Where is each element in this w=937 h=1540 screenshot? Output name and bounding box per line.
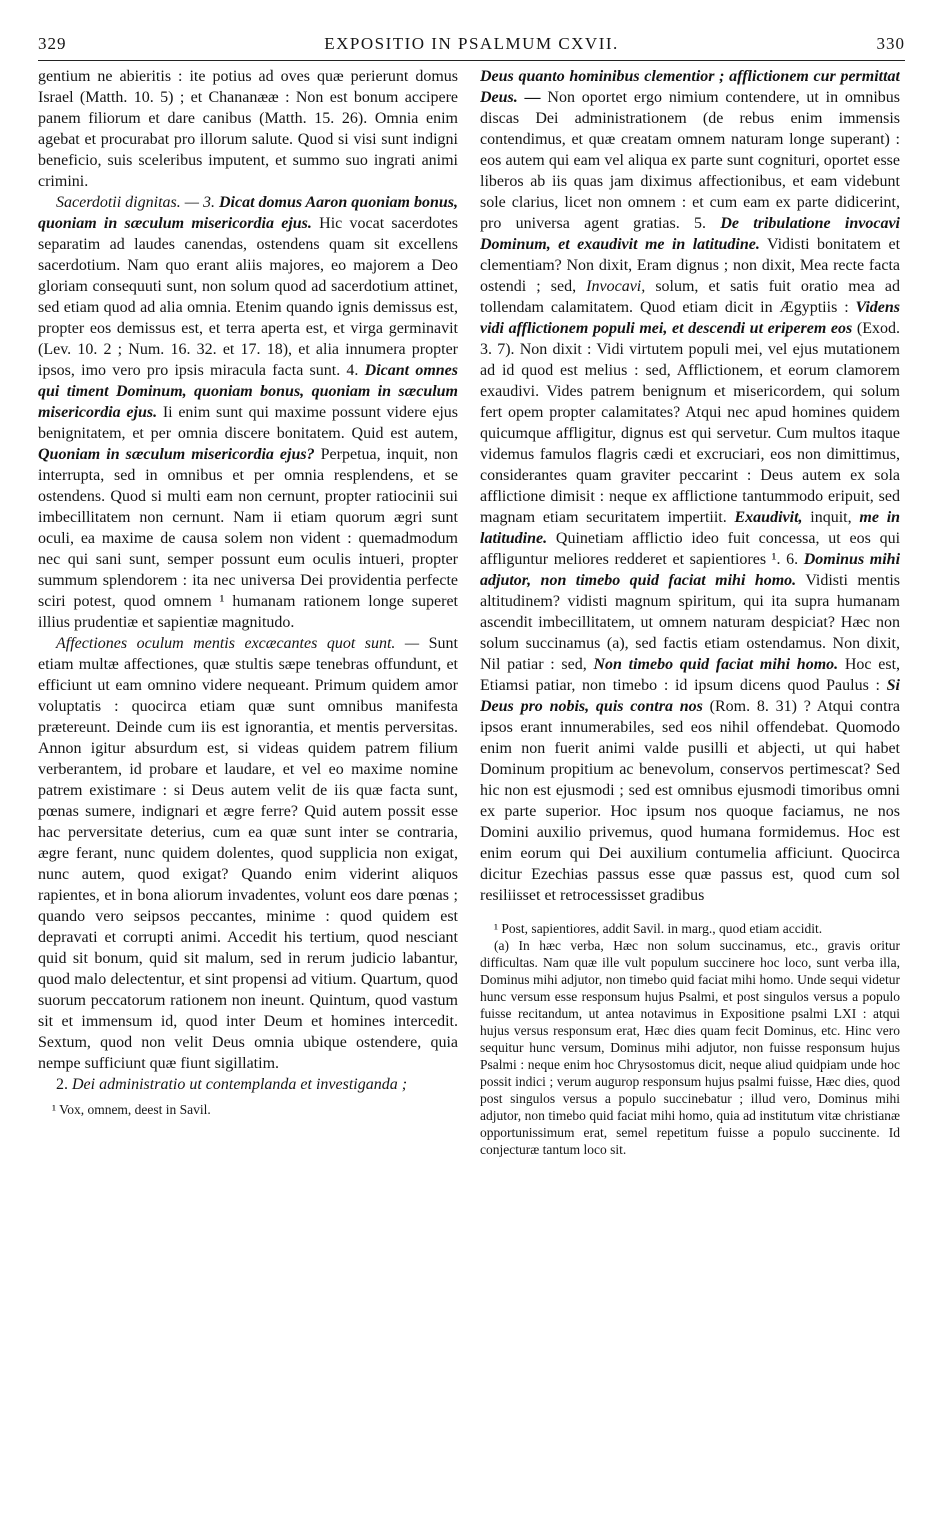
verse-quote: Dominus mihi adjutor, non timebo quid faciat mihi homo. xyxy=(480,551,900,589)
right-column xyxy=(480,66,900,1486)
verse-quote: Dicat domus Aaron quoniam bonus, quoniam in sæculum misericordia ejus. xyxy=(38,194,458,232)
page-header xyxy=(38,32,905,61)
section-number: 2. xyxy=(56,1076,68,1093)
paragraph-text: Perpetua, inquit, non interrupta, sed in omnibus et per omnia resplendens, et se ostendens. Quod si multi eam non cernunt, propter ratiocinii sui imbecillitatem non cernunt. Nam ii etiam quorum ægri sunt oculi, ea maxime de causa solem non vident : quemadmodum nec qui sani sunt, semper possunt eum oculis intueri, propter summum splendorem : ita nec universa Dei providentia perfecte sciri potest, quod omnem ¹ humanam rationem longe superet illius prudentiæ et sapientiæ magnitudo. xyxy=(38,446,458,631)
section-heading: Sacerdotii dignitas. — 3. xyxy=(56,194,215,211)
paragraph-text: Vidisti mentis altitudinem? vidisti magnum spiritum, qui ita supra humanam ascendit imbecillitatem, ut omnem naturam despiciat? Hæc non solum succinamus (a), sed factis etiam ostendamus. Non dixit, Nil patiar : sed, xyxy=(480,572,900,673)
footnote: (a) In hæc verba, Hæc non solum succinamus, etc., gravis oritur difficultas. Nam quæ ille vult populum succinere hoc loco, sunt verba illa, Dominus mihi adjutor, non timebo quid faciat mihi homo. Unde sequi videtur hunc versum esse responsum hujus Psalmi, et post singulos versus a populo fuisse recitandum, ut antea notavimus in Expositione psalmi LXI : atqui hujus versus responsum erat, Hæc dies quam fecit Dominus, etc. Hinc vero sequitur hunc versum, Dominus mihi adjutor, non fuisse responsum hujus Psalmi : neque enim hoc Chrysostomus dicit, neque aliud quidpiam unde hoc possit indici ; verum augurор responsum hujus psalmi fuisse, Hæc dies, quod post singulos versus a populo succinebatur ; illud vero, Dominus mihi adjutor, non timebo quid faciat mihi homo, quia ad institutum vitæ christianæ opportunissimum erat, semel repetitum fuisse a populo succinente. Id conjecturæ tantum loco sit. xyxy=(480,938,900,1157)
verse-quote: Non timebo quid faciat mihi homo. xyxy=(593,656,839,673)
page-number-left: 329 xyxy=(38,34,67,53)
paragraph-text: Quinetiam afflictio ideo fuit concessa, ut eos qui affliguntur meliores redderet et sapientiores ¹. 6. xyxy=(480,530,900,568)
section-heading: Deus quanto hominibus clementior ; afflictionem cur permittat Deus. — xyxy=(480,68,900,106)
verse-quote: Exaudivit, xyxy=(734,509,803,526)
paragraph-text: Hoc est, Etiamsi patiar, non timebo : id ipsum dicens quod Paulus : xyxy=(480,656,900,694)
verse-quote: Dicant omnes qui timent Dominum, quoniam bonus, quoniam in sæculum misericordia ejus. xyxy=(38,362,458,421)
footnotes xyxy=(480,920,900,1158)
paragraph xyxy=(38,192,458,633)
paragraph-text: Ii enim sunt qui maxime possunt videre ejus benignitatem, et per omnia discere bonitatem. Quid est autem, xyxy=(38,404,458,442)
paragraph xyxy=(38,66,458,192)
paragraph-text: Sunt etiam multæ affectiones, quæ stultis sæpe tenebras offundunt, et efficiunt ut eam omnino videre nequeant. Primum quidem amor voluptatis : quocirca etiam quæ sunt omnibus manifesta prætereunt. Deinde cum iis est ignorantia, et mentis perversitas. Annon igitur absurdum est, si videas quidem patrem filium verberantem, id probare et laudare, et vel eo maxime nomine patrem existimare : si Deus autem velit de iis quæ facta sunt, pœnas sumere, indignari et ægre ferre? Quid autem possit esse hac perversitate deterius, cum ea quæ sunt inter se contraria, ægre ferant, nunc quidem dolentes, quod supplicia non exigat, nunc autem, quod exigat? Quando enim viderint aliquos rapientes, et in bona aliorum invadentes, volunt eos dare pœnas ; quando vero seipsos peccantes, minime : quod quidem est depravati et corrupti animi. Accedit his tertium, quod nesciant quid sit bonum, quid sit malum, sed in rerum judicio labantur, quod malo delectentur, et sint propensi ad vitium. Quartum, quod suorum peccatorum rationem non ineunt. Quintum, quod vastum sit et immensum id, quod inter Deum et homines intercedit. Sextum, quod non velit Deus omnia ubique ostendere, quia nempe sufficiunt quæ fiunt sigillatim. xyxy=(38,635,458,1072)
paragraph xyxy=(480,66,900,906)
paragraph-text: (Exod. 3. 7). Non dixit : Vidi virtutem populi mei, vel ejus mutationem ad id quod est melius : sed, Afflictionem, et eorum clamorem exaudivi. Vides patrem benignum et misericordem, qui solum fert opem propter calamitates? Atqui nec apud homines quidem quicumque affligitur, dignus est qui servetur. Cum multos itaque videmus famulos flagris cædi et excruciari, eos non dimittimus, considerantes quam graviter peccarint : Deus autem ex sola afflictione dimisit : neque ex afflictione tantummodo eripuit, sed magnam etiam securitatem impertiit. xyxy=(480,320,900,526)
paragraph-text: Non oportet ergo nimium contendere, ut in omnibus discas Dei administrationem (de rebus enim immensis contendimus, et quæ creatam omnem naturam longe superant) : eos autem qui eam vel aliqua ex parte sunt cognituri, oportet esse liberos ab iis quas jam diximus affectionibus, et eam videbunt sole clarius, licet non omnem : et cum eam ex parte didicerint, pro universa agent gratias. 5. xyxy=(480,89,900,232)
verse-quote: De tribulatione invocavi Dominum, et exaudivit me in latitudine. xyxy=(480,215,900,253)
section-heading: Dei administratio ut contemplanda et investiganda ; xyxy=(72,1076,408,1093)
page-number-right: 330 xyxy=(876,34,905,53)
paragraph-text: (Rom. 8. 31) ? Atqui contra ipsos erant innumerabiles, sed eos nihil offendebat. Quomodo enim non fuerit animi valde pusilli et abjecti, ut qui habet Dominum propitium ac benevolum, conservos pertimescat? Sed hic non est ejusmodi ; sed est omnibus ejusmodi timoribus omni ex parte superior. Hoc ipsum nos quoque faciamus, ne nos Domini auxilio privemus, quod humana formidemus. Hoc est enim eorum qui Dei auxilium contumelia afficiunt. Quocirca dicitur Ezechias passus esse quæ passus est, quod cum sol resiliisset et retrocessisset gradibus xyxy=(480,698,900,904)
italic-word: Invocavi, xyxy=(586,278,646,295)
verse-quote: me in latitudine. xyxy=(480,509,900,547)
verse-quote: Videns vidi afflictionem populi mei, et descendi ut eriperem eos xyxy=(480,299,900,337)
verse-quote: Quoniam in sæculum misericordia ejus? xyxy=(38,446,315,463)
left-column xyxy=(38,66,458,1496)
running-title: EXPOSITIO IN PSALMUM CXVII. xyxy=(324,34,619,53)
footnotes xyxy=(38,1101,458,1118)
section-heading: Affectiones oculum mentis excæcantes quot sunt. — xyxy=(56,635,420,652)
footnote: ¹ Vox, omnem, deest in Savil. xyxy=(52,1102,211,1117)
verse-quote: Si Deus pro nobis, quis contra nos xyxy=(480,677,900,715)
paragraph-text: inquit, xyxy=(810,509,852,526)
paragraph xyxy=(38,1074,458,1095)
paragraph-text: Vidisti bonitatem et clementiam? Non dixit, Eram dignus ; non dixit, Mea recte facta ostendi ; sed, xyxy=(480,236,900,295)
footnote: ¹ Post, sapientiores, addit Savil. in marg., quod etiam accidit. xyxy=(494,921,823,936)
paragraph-text: solum, et satis fuit oratio mea ad tollendam calamitatem. Quod etiam dicit in Ægyptiis : xyxy=(480,278,900,316)
paragraph-text: gentium ne abieritis : ite potius ad oves quæ perierunt domus Israel (Matth. 10. 5) ; et Chananææ : Non est bonum accipere panem filiorum et dare canibus (Matth. 15. 26). Omnia enim agebat et procurabat pro illorum salute. Quod si visi sunt indigni beneficio, suis sceleribus imputent, et summo suo ingrati animi crimini. xyxy=(38,68,458,190)
paragraph-text: Hic vocat sacerdotes separatim ad laudes canendas, ostendens quam sit excellens sacerdotium. Nam quo erant aliis majores, eo majorem a Deo gloriam consequuti sunt, non solum quod ad sacerdotium attinet, sed etiam quod ad alia omnia. Etenim quando ignis demissus est, propter eos demissus est, et terra aperta est, et virga germinavit (Lev. 10. 2 ; Num. 16. 32. et 17. 18), et alia innumera propter ipsos, imo vero pro ipsis miracula facta sunt. 4. xyxy=(38,215,458,379)
paragraph xyxy=(38,633,458,1074)
